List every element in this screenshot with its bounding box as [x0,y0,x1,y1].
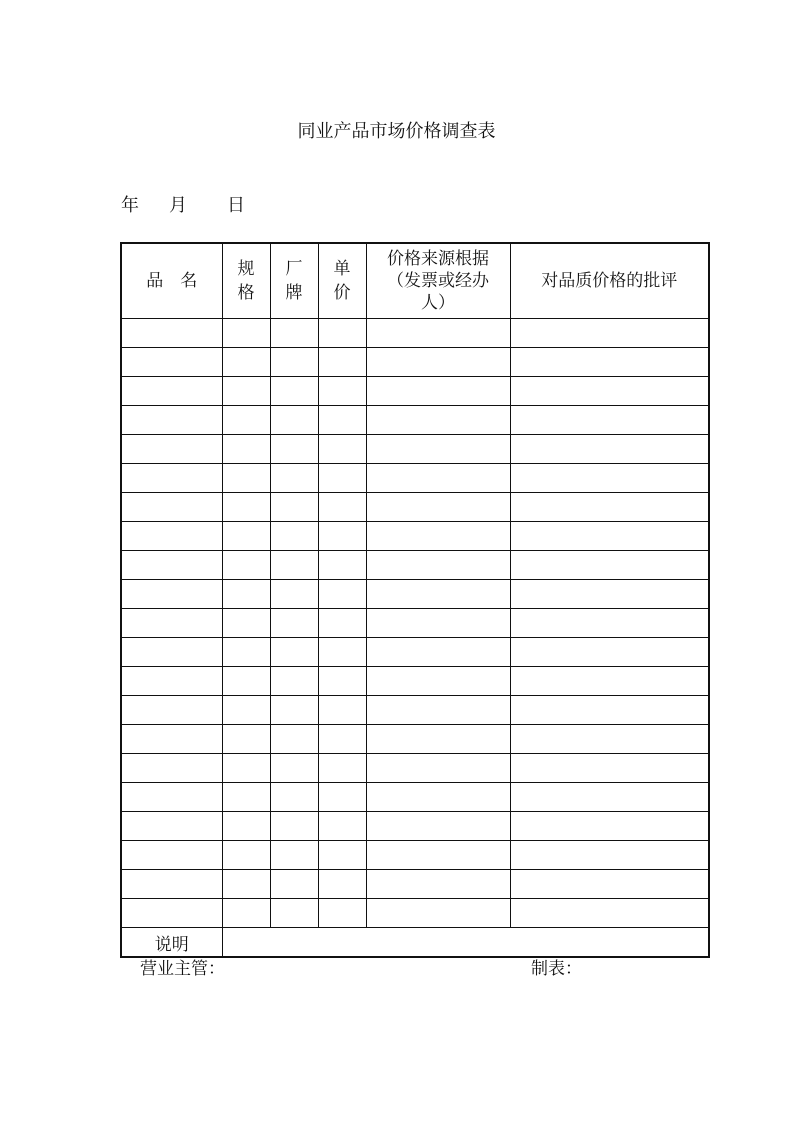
cell-unit-price[interactable] [318,377,366,406]
table-row [121,377,709,406]
cell-price-source[interactable] [366,464,510,493]
cell-unit-price[interactable] [318,609,366,638]
cell-spec[interactable] [222,493,270,522]
cell-quality-comment[interactable] [510,609,709,638]
cell-product-name[interactable] [121,580,222,609]
table-row [121,754,709,783]
cell-price-source[interactable] [366,899,510,928]
cell-price-source[interactable] [366,841,510,870]
cell-spec[interactable] [222,667,270,696]
cell-brand[interactable] [270,783,318,812]
cell-brand[interactable] [270,812,318,841]
cell-unit-price[interactable] [318,319,366,348]
cell-spec[interactable] [222,812,270,841]
cell-unit-price[interactable] [318,551,366,580]
cell-spec[interactable] [222,696,270,725]
cell-unit-price[interactable] [318,754,366,783]
table-row [121,464,709,493]
cell-unit-price[interactable] [318,783,366,812]
cell-quality-comment[interactable] [510,435,709,464]
cell-unit-price[interactable] [318,725,366,754]
header-price-source: 价格来源根据（发票或经办人） [366,243,510,319]
cell-spec[interactable] [222,551,270,580]
table-body [121,319,709,958]
cell-unit-price[interactable] [318,899,366,928]
header-unit-price: 单价 [318,243,366,319]
note-label-cell: 说明 [121,928,222,958]
cell-unit-price[interactable] [318,580,366,609]
cell-product-name[interactable] [121,638,222,667]
table-row [121,696,709,725]
header-spec: 规格 [222,243,270,319]
cell-spec[interactable] [222,754,270,783]
cell-unit-price[interactable] [318,667,366,696]
cell-product-name[interactable] [121,667,222,696]
cell-unit-price[interactable] [318,406,366,435]
cell-price-source[interactable] [366,812,510,841]
cell-spec[interactable] [222,435,270,464]
cell-quality-comment[interactable] [510,667,709,696]
cell-product-name[interactable] [121,493,222,522]
cell-brand[interactable] [270,522,318,551]
cell-spec[interactable] [222,609,270,638]
cell-product-name[interactable] [121,609,222,638]
cell-price-source[interactable] [366,638,510,667]
cell-product-name[interactable] [121,870,222,899]
cell-brand[interactable] [270,377,318,406]
cell-product-name[interactable] [121,464,222,493]
table-row [121,319,709,348]
cell-quality-comment[interactable] [510,580,709,609]
cell-brand[interactable] [270,609,318,638]
cell-product-name[interactable] [121,406,222,435]
table-row [121,812,709,841]
date-day-label: 日 [227,195,245,216]
cell-product-name[interactable] [121,348,222,377]
cell-product-name[interactable] [121,754,222,783]
cell-brand[interactable] [270,406,318,435]
cell-brand[interactable] [270,696,318,725]
cell-spec[interactable] [222,348,270,377]
cell-price-source[interactable] [366,348,510,377]
cell-unit-price[interactable] [318,696,366,725]
cell-brand[interactable] [270,319,318,348]
cell-price-source[interactable] [366,377,510,406]
table-row [121,580,709,609]
cell-price-source[interactable] [366,435,510,464]
cell-unit-price[interactable] [318,812,366,841]
cell-spec[interactable] [222,406,270,435]
table-row [121,609,709,638]
cell-quality-comment[interactable] [510,464,709,493]
cell-product-name[interactable] [121,899,222,928]
page-title: 同业产品市场价格调查表 [297,121,496,142]
cell-brand[interactable] [270,638,318,667]
cell-product-name[interactable] [121,522,222,551]
cell-unit-price[interactable] [318,493,366,522]
table-row [121,638,709,667]
cell-price-source[interactable] [366,783,510,812]
table-row [121,725,709,754]
table-header-row [121,243,709,319]
cell-spec[interactable] [222,377,270,406]
cell-spec[interactable] [222,580,270,609]
cell-product-name[interactable] [121,435,222,464]
table-row [121,899,709,928]
cell-unit-price[interactable] [318,348,366,377]
cell-brand[interactable] [270,754,318,783]
note-value-cell[interactable] [222,928,709,958]
table-row [121,870,709,899]
cell-spec[interactable] [222,319,270,348]
date-line [121,194,245,218]
cell-product-name[interactable] [121,725,222,754]
cell-spec[interactable] [222,464,270,493]
date-month-label: 月 [169,195,187,216]
cell-quality-comment[interactable] [510,406,709,435]
cell-price-source[interactable] [366,725,510,754]
cell-unit-price[interactable] [318,638,366,667]
cell-quality-comment[interactable] [510,319,709,348]
table-row [121,841,709,870]
price-survey-table [120,242,710,958]
cell-spec[interactable] [222,725,270,754]
cell-product-name[interactable] [121,841,222,870]
cell-quality-comment[interactable] [510,638,709,667]
cell-quality-comment[interactable] [510,493,709,522]
cell-price-source[interactable] [366,319,510,348]
cell-brand[interactable] [270,725,318,754]
cell-product-name[interactable] [121,812,222,841]
cell-quality-comment[interactable] [510,725,709,754]
cell-brand[interactable] [270,667,318,696]
header-product-name: 品 名 [121,243,222,319]
table-row [121,493,709,522]
manager-label: 营业主管： [140,959,225,979]
cell-quality-comment[interactable] [510,551,709,580]
cell-quality-comment[interactable] [510,522,709,551]
maker-label: 制表： [531,959,582,979]
cell-brand[interactable] [270,551,318,580]
cell-spec[interactable] [222,899,270,928]
table-row [121,522,709,551]
cell-price-source[interactable] [366,667,510,696]
date-year-label: 年 [121,195,139,216]
cell-unit-price[interactable] [318,522,366,551]
cell-brand[interactable] [270,348,318,377]
cell-unit-price[interactable] [318,464,366,493]
cell-unit-price[interactable] [318,870,366,899]
cell-quality-comment[interactable] [510,783,709,812]
cell-unit-price[interactable] [318,841,366,870]
table-row [121,783,709,812]
cell-quality-comment[interactable] [510,899,709,928]
cell-product-name[interactable] [121,783,222,812]
cell-product-name[interactable] [121,319,222,348]
cell-price-source[interactable] [366,522,510,551]
cell-spec[interactable] [222,522,270,551]
cell-price-source[interactable] [366,609,510,638]
header-brand: 厂牌 [270,243,318,319]
cell-brand[interactable] [270,580,318,609]
cell-brand[interactable] [270,464,318,493]
cell-quality-comment[interactable] [510,812,709,841]
note-row [121,928,709,958]
cell-price-source[interactable] [366,696,510,725]
cell-brand[interactable] [270,493,318,522]
cell-price-source[interactable] [366,406,510,435]
cell-unit-price[interactable] [318,435,366,464]
cell-spec[interactable] [222,638,270,667]
table-row [121,551,709,580]
cell-price-source[interactable] [366,551,510,580]
cell-brand[interactable] [270,841,318,870]
cell-quality-comment[interactable] [510,870,709,899]
cell-quality-comment[interactable] [510,348,709,377]
cell-price-source[interactable] [366,754,510,783]
cell-brand[interactable] [270,870,318,899]
cell-product-name[interactable] [121,551,222,580]
cell-price-source[interactable] [366,493,510,522]
cell-price-source[interactable] [366,870,510,899]
cell-brand[interactable] [270,899,318,928]
cell-product-name[interactable] [121,377,222,406]
cell-brand[interactable] [270,435,318,464]
cell-spec[interactable] [222,870,270,899]
table-row [121,435,709,464]
cell-product-name[interactable] [121,696,222,725]
cell-spec[interactable] [222,783,270,812]
table-row [121,667,709,696]
header-quality-comment: 对品质价格的批评 [510,243,709,319]
cell-quality-comment[interactable] [510,377,709,406]
cell-quality-comment[interactable] [510,841,709,870]
cell-price-source[interactable] [366,580,510,609]
table-row [121,406,709,435]
cell-quality-comment[interactable] [510,754,709,783]
cell-quality-comment[interactable] [510,696,709,725]
cell-spec[interactable] [222,841,270,870]
table-row [121,348,709,377]
